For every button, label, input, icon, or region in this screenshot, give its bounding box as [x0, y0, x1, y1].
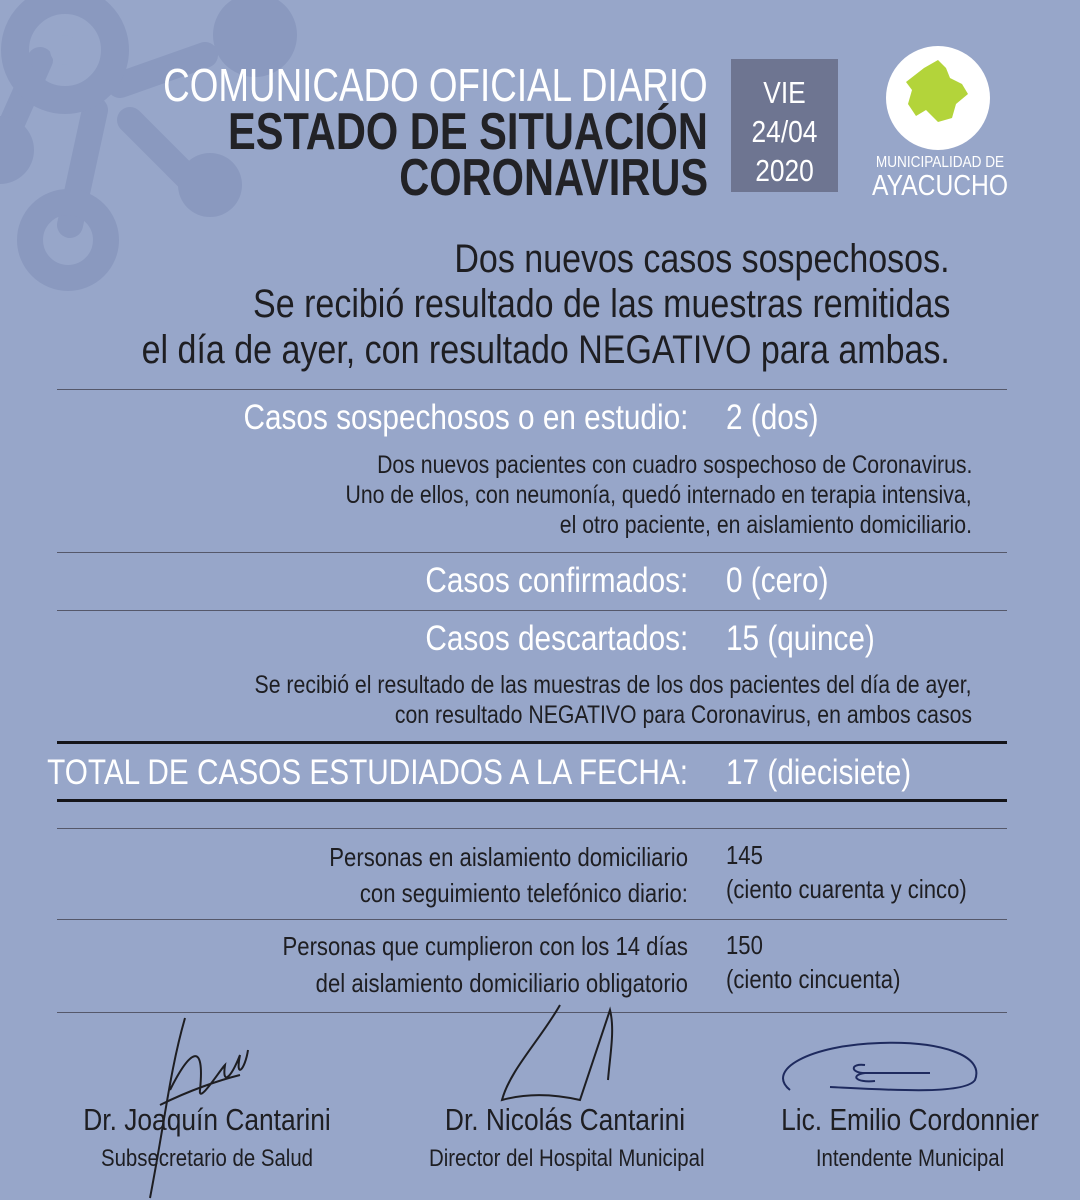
- logo-text-top: MUNICIPALIDAD DE: [875, 154, 1005, 171]
- intro-line-3: el día de ayer, con resultado NEGATIVO para ambas.: [141, 328, 950, 372]
- isolation-value-words: (ciento cuarenta y cinco): [726, 874, 967, 904]
- discarded-label: Casos descartados:: [425, 619, 688, 658]
- signature-3-icon: [770, 1035, 990, 1105]
- completed-value: 150: [726, 930, 763, 960]
- signature-2-role: Director del Hospital Municipal: [429, 1145, 705, 1172]
- divider-thick: [57, 741, 1007, 744]
- confirmed-value: 0 (cero): [726, 561, 829, 600]
- date-daymonth: 24/04: [751, 114, 818, 149]
- isolation-value: 145: [726, 840, 763, 870]
- completed-label-1: Personas que cumplieron con los 14 días: [282, 931, 688, 961]
- logo-text-bottom: AYACUCHO: [871, 170, 1009, 202]
- total-label: TOTAL DE CASOS ESTUDIADOS A LA FECHA:: [47, 753, 688, 792]
- date-badge: [731, 59, 838, 192]
- discarded-note-2: con resultado NEGATIVO para Coronavirus, en ambos casos: [394, 701, 972, 729]
- divider: [57, 389, 1007, 390]
- signature-1-name: Dr. Joaquín Cantarini: [83, 1102, 331, 1137]
- date-day: VIE: [763, 75, 806, 110]
- header-title-line2: CORONAVIRUS: [399, 149, 708, 207]
- suspected-note-3: el otro paciente, en aislamiento domiciliario.: [559, 511, 972, 539]
- divider: [57, 828, 1007, 829]
- isolation-label-2: con seguimiento telefónico diario:: [359, 878, 688, 908]
- intro-line-1: Dos nuevos casos sospechosos.: [454, 237, 950, 281]
- suspected-value: 2 (dos): [726, 398, 819, 437]
- isolation-label-1: Personas en aislamiento domiciliario: [329, 842, 688, 872]
- suspected-label: Casos sospechosos o en estudio:: [243, 398, 688, 437]
- municipality-logo: [886, 46, 990, 150]
- divider: [57, 919, 1007, 920]
- divider: [57, 552, 1007, 553]
- signature-3-role: Intendente Municipal: [815, 1145, 1005, 1172]
- confirmed-label: Casos confirmados:: [425, 561, 688, 600]
- signature-1-role: Subsecretario de Salud: [100, 1145, 314, 1172]
- completed-value-words: (ciento cincuenta): [726, 964, 901, 994]
- date-year: 2020: [755, 153, 814, 188]
- suspected-note-2: Uno de ellos, con neumonía, quedó internado en terapia intensiva,: [345, 481, 972, 509]
- suspected-note-1: Dos nuevos pacientes con cuadro sospechoso de Coronavirus.: [376, 451, 972, 479]
- total-value: 17 (diecisiete): [726, 753, 912, 792]
- header-subtitle: COMUNICADO OFICIAL DIARIO: [163, 59, 708, 111]
- discarded-note-1: Se recibió el resultado de las muestras de los dos pacientes del día de ayer,: [254, 671, 972, 699]
- signature-2-name: Dr. Nicolás Cantarini: [444, 1102, 686, 1137]
- intro-line-2: Se recibió resultado de las muestras remitidas: [252, 282, 950, 326]
- divider-thick: [57, 799, 1007, 802]
- discarded-value: 15 (quince): [726, 619, 875, 658]
- divider: [57, 610, 1007, 611]
- signature-3-name: Lic. Emilio Cordonnier: [781, 1102, 1039, 1137]
- header-title-line1: ESTADO DE SITUACIÓN: [228, 103, 708, 161]
- map-shape-icon: [886, 46, 990, 150]
- completed-label-2: del aislamiento domiciliario obligatorio: [315, 968, 688, 998]
